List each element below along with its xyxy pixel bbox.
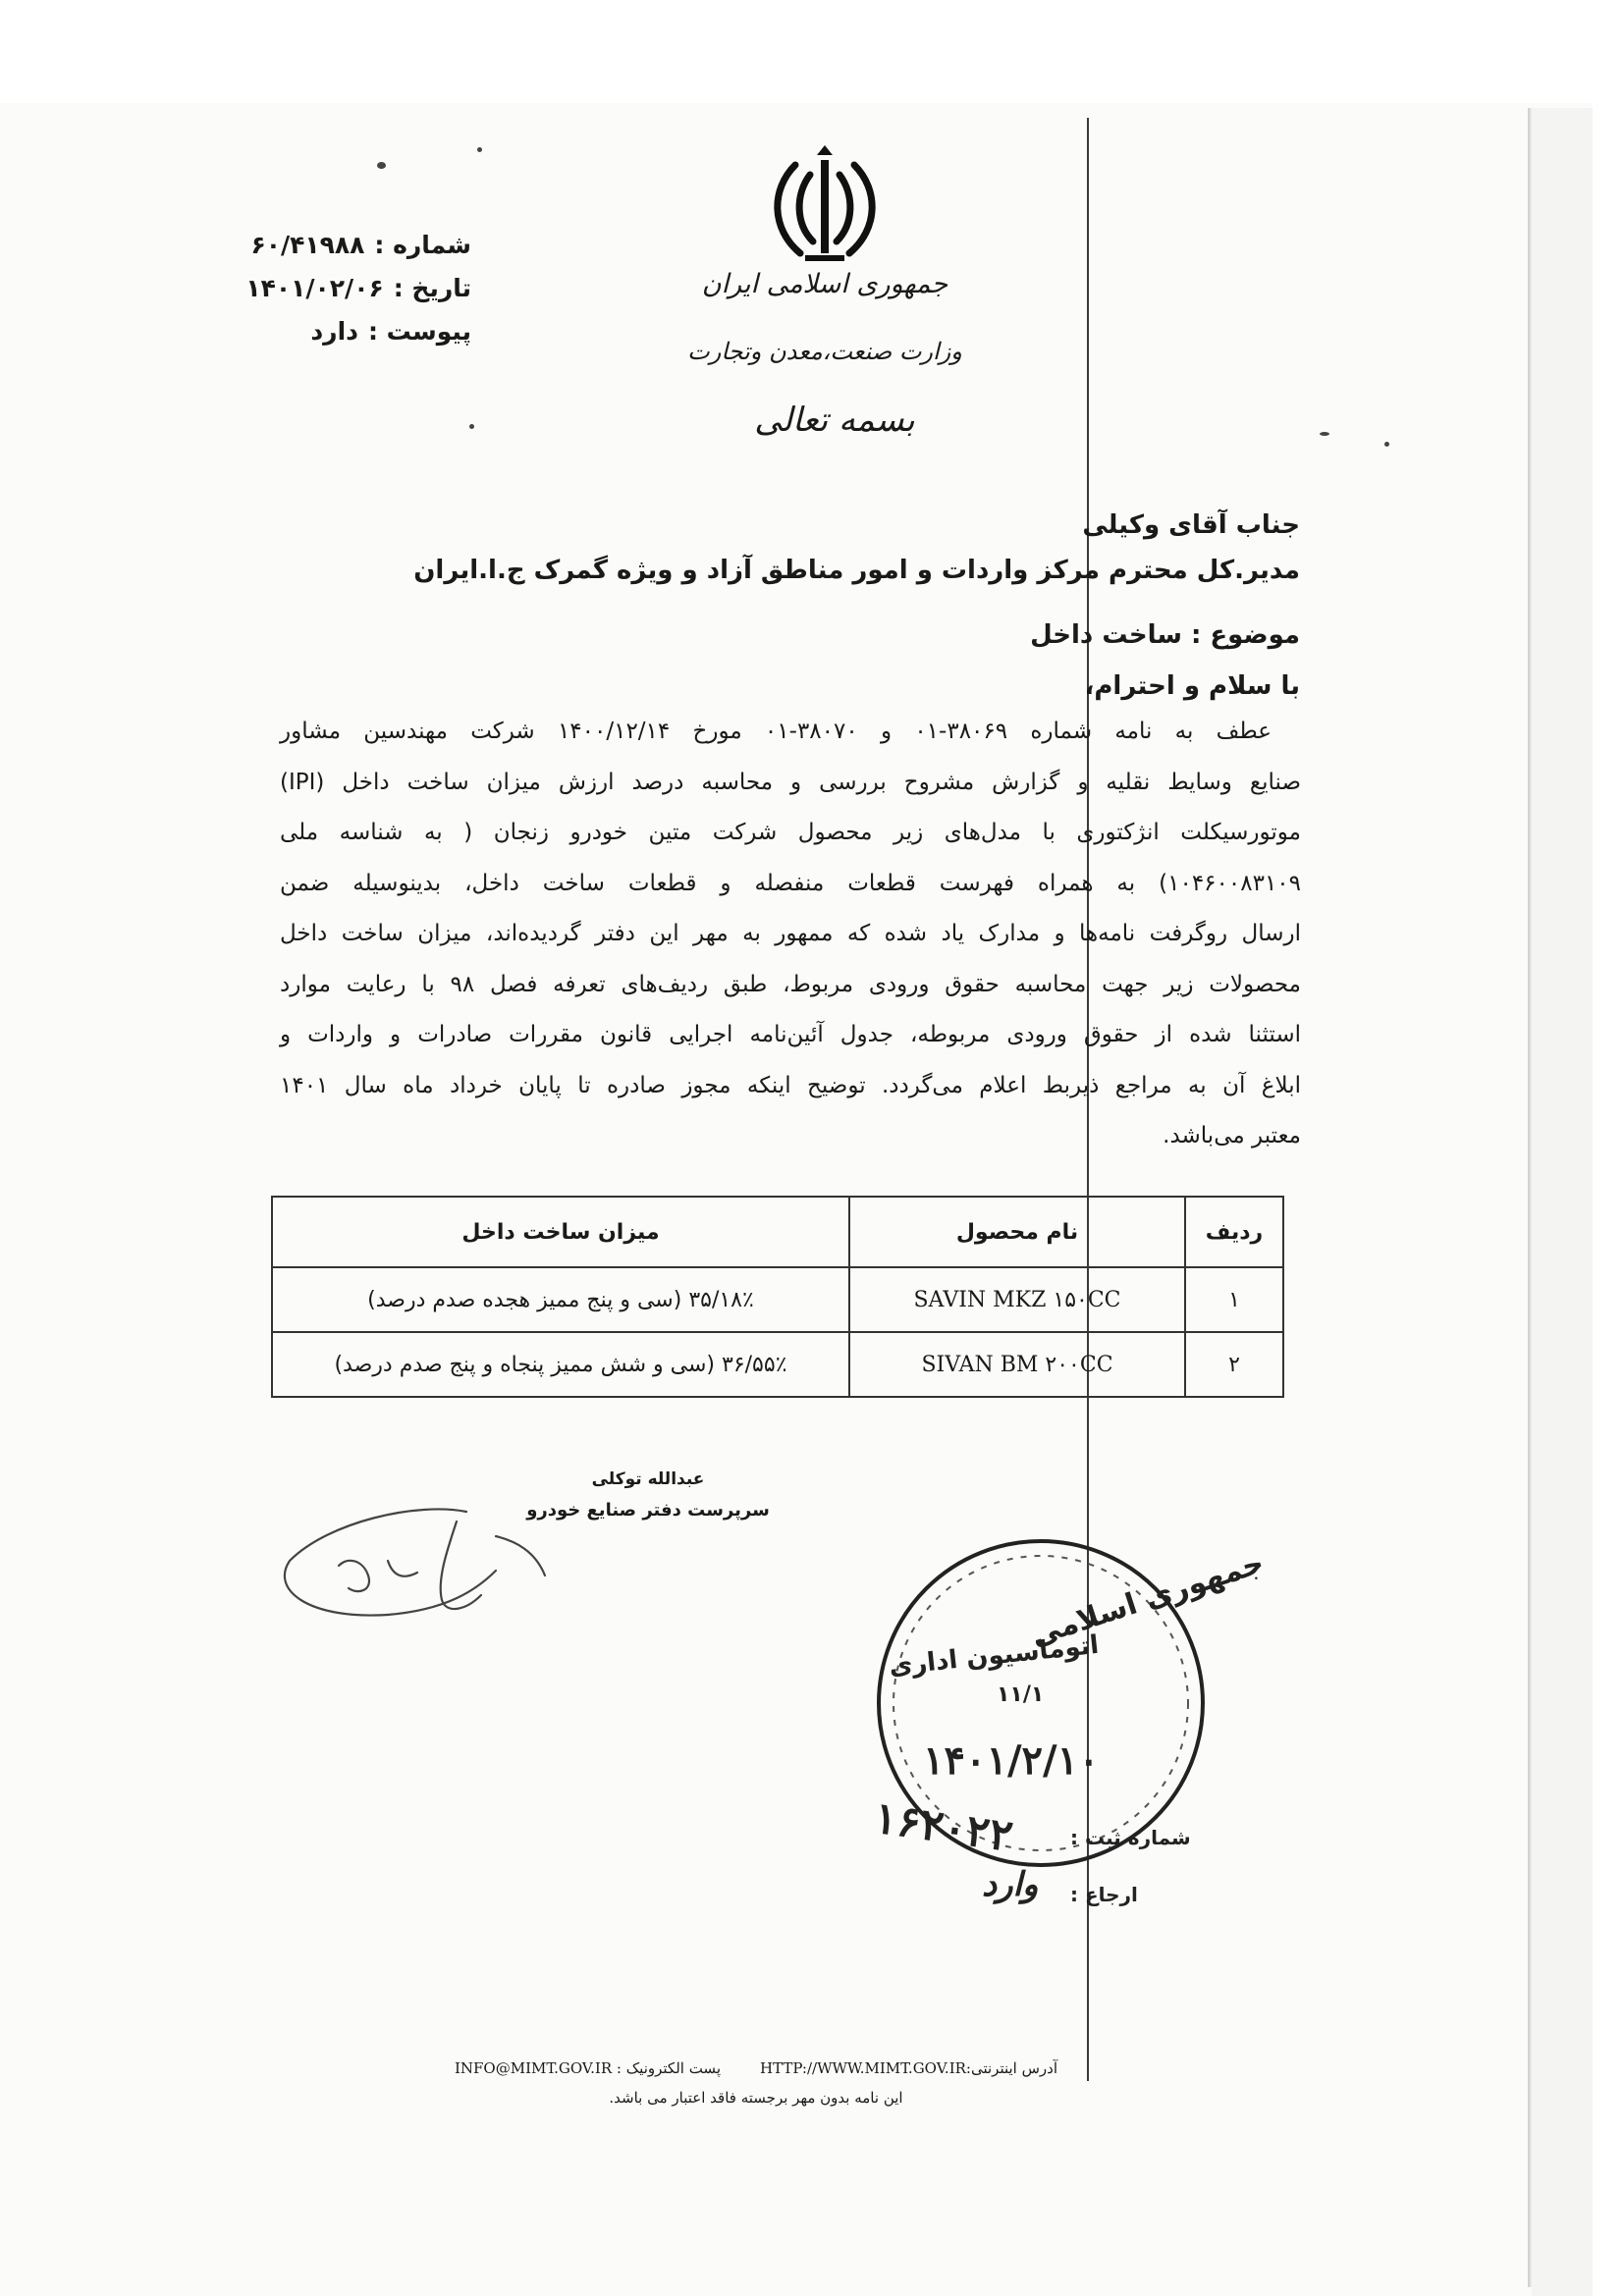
republic-title: جمهوری اسلامی ایران xyxy=(701,269,948,299)
letter-number: شماره :۶۰/۴۱۹۸۸ xyxy=(250,231,471,259)
header-rate: میزان ساخت داخل xyxy=(272,1197,849,1267)
stamp-number: ۱۶۲۰۲۲ xyxy=(871,1792,1016,1862)
table-header-row xyxy=(272,1197,1283,1267)
footer-email-link[interactable]: INFO@MIMT.GOV.IR xyxy=(454,2059,613,2077)
letter-footer xyxy=(412,2059,1100,2107)
stamp-ref-value: وارد xyxy=(982,1865,1039,1904)
letter-meta xyxy=(216,224,471,353)
addressee-name: جناب آقای وکیلی xyxy=(1082,510,1300,540)
body-line: ارسال روگرفت نامه‌ها و مدارک یاد شده که ممهور به مهر این دفتر گردیده‌اند، میزان ساخت داخل xyxy=(280,921,1301,946)
scan-speck xyxy=(477,147,482,152)
cell-rate: ۳۶/۵۵٪ (سی و شش ممیز پنجاه و پنج صدم درصد) xyxy=(272,1332,849,1397)
cell-rate: ۳۵/۱۸٪ (سی و پنج ممیز هجده صدم درصد) xyxy=(272,1267,849,1332)
body-line: ۱۰۴۶۰۰۸۳۱۰۹) به همراه فهرست قطعات منفصله و قطعات ساخت داخل، بدینوسیله ضمن xyxy=(280,870,1301,896)
table-row xyxy=(272,1332,1283,1397)
signer-name: عبدالله توکلی xyxy=(591,1469,705,1489)
stamp-date: ۱۴۰۱/۲/۱۰ xyxy=(923,1737,1100,1784)
body-line: عطف به نامه شماره ۳۸۰۶۹-۰۱ و ۳۸۰۷۰-۰۱ مورخ ۱۴۰۰/۱۲/۱۴ شرکت مهندسین مشاور xyxy=(280,719,1272,744)
signer-title: سرپرست دفتر صنایع خودرو xyxy=(526,1500,770,1521)
addressee-position: مدیر.کل محترم مرکز واردات و امور مناطق آزاد و ویژه گمرک ج.ا.ایران xyxy=(413,556,1300,585)
stamp-department: اتوماسیون اداری xyxy=(888,1629,1101,1682)
body-line: ابلاغ آن به مراجع ذیربط اعلام می‌گردد. توضیح اینکه مجوز صادره تا پایان خرداد ماه سال ۱۴۰۱ xyxy=(280,1072,1301,1098)
scan-speck xyxy=(469,424,474,429)
cell-index: ۱ xyxy=(1185,1267,1283,1332)
scan-speck xyxy=(1384,442,1389,447)
footer-note: این نامه بدون مهر برجسته فاقد اعتبار می باشد. xyxy=(609,2089,903,2107)
letter-subject: موضوع : ساخت داخل xyxy=(1030,620,1300,650)
table-row xyxy=(272,1267,1283,1332)
invocation: بسمه تعالی xyxy=(754,400,915,440)
paper-edge-strip xyxy=(1532,108,1593,2296)
body-line: استثنا شده از حقوق ورودی مربوطه، جدول آئین‌نامه اجرایی قانون مقررات صادرات و واردات و xyxy=(280,1022,1301,1047)
body-line: محصولات زیر جهت محاسبه حقوق ورودی مربوط، طبق ردیف‌های تعرفه فصل ۹۸ با رعایت موارد xyxy=(280,971,1302,997)
cell-product: SIVAN BM ۲۰۰CC xyxy=(849,1332,1185,1397)
letter-date: تاریخ :۱۴۰۱/۰۲/۰۶ xyxy=(245,274,471,302)
handwritten-signature-icon xyxy=(270,1482,555,1629)
greeting: با سلام و احترام، xyxy=(1084,671,1300,701)
cell-product: SAVIN MKZ ۱۵۰CC xyxy=(849,1267,1185,1332)
stamp-unit: ۱۱/۱ xyxy=(997,1682,1045,1707)
body-line: صنایع وسایط نقلیه و گزارش مشروح بررسی و محاسبه درصد ارزش میزان ساخت داخل (IPI) xyxy=(280,769,1301,795)
body-line: موتورسیکلت انژکتوری با مدل‌های زیر محصول شرکت متین خودرو زنجان ( به شناسه ملی xyxy=(280,820,1301,845)
footer-website-link[interactable]: HTTP://WWW.MIMT.GOV.IR xyxy=(760,2059,966,2077)
stamp-title: جمهوری اسلامی xyxy=(1026,1545,1269,1654)
header-product: نام محصول xyxy=(849,1197,1185,1267)
products-table xyxy=(271,1196,1284,1398)
header-index: ردیف xyxy=(1185,1197,1283,1267)
iran-emblem-icon xyxy=(766,145,884,268)
scan-speck xyxy=(377,162,386,169)
letter-body xyxy=(280,707,1301,1162)
ministry-title: وزارت صنعت،معدن وتجارت xyxy=(687,338,962,365)
body-line: معتبر می‌باشد. xyxy=(1163,1123,1301,1148)
stamp-ref-label: ارجاع : xyxy=(1070,1883,1138,1906)
letter-attachment: پیوست :دارد xyxy=(310,317,471,346)
cell-index: ۲ xyxy=(1185,1332,1283,1397)
scan-speck xyxy=(1320,432,1329,436)
stamp-reg-label: شماره ثبت : xyxy=(1070,1826,1191,1849)
footer-contacts: آدرس اینترنتی:HTTP://WWW.MIMT.GOV.IRپست الکترونیک : INFO@MIMT.GOV.IR xyxy=(454,2059,1058,2077)
